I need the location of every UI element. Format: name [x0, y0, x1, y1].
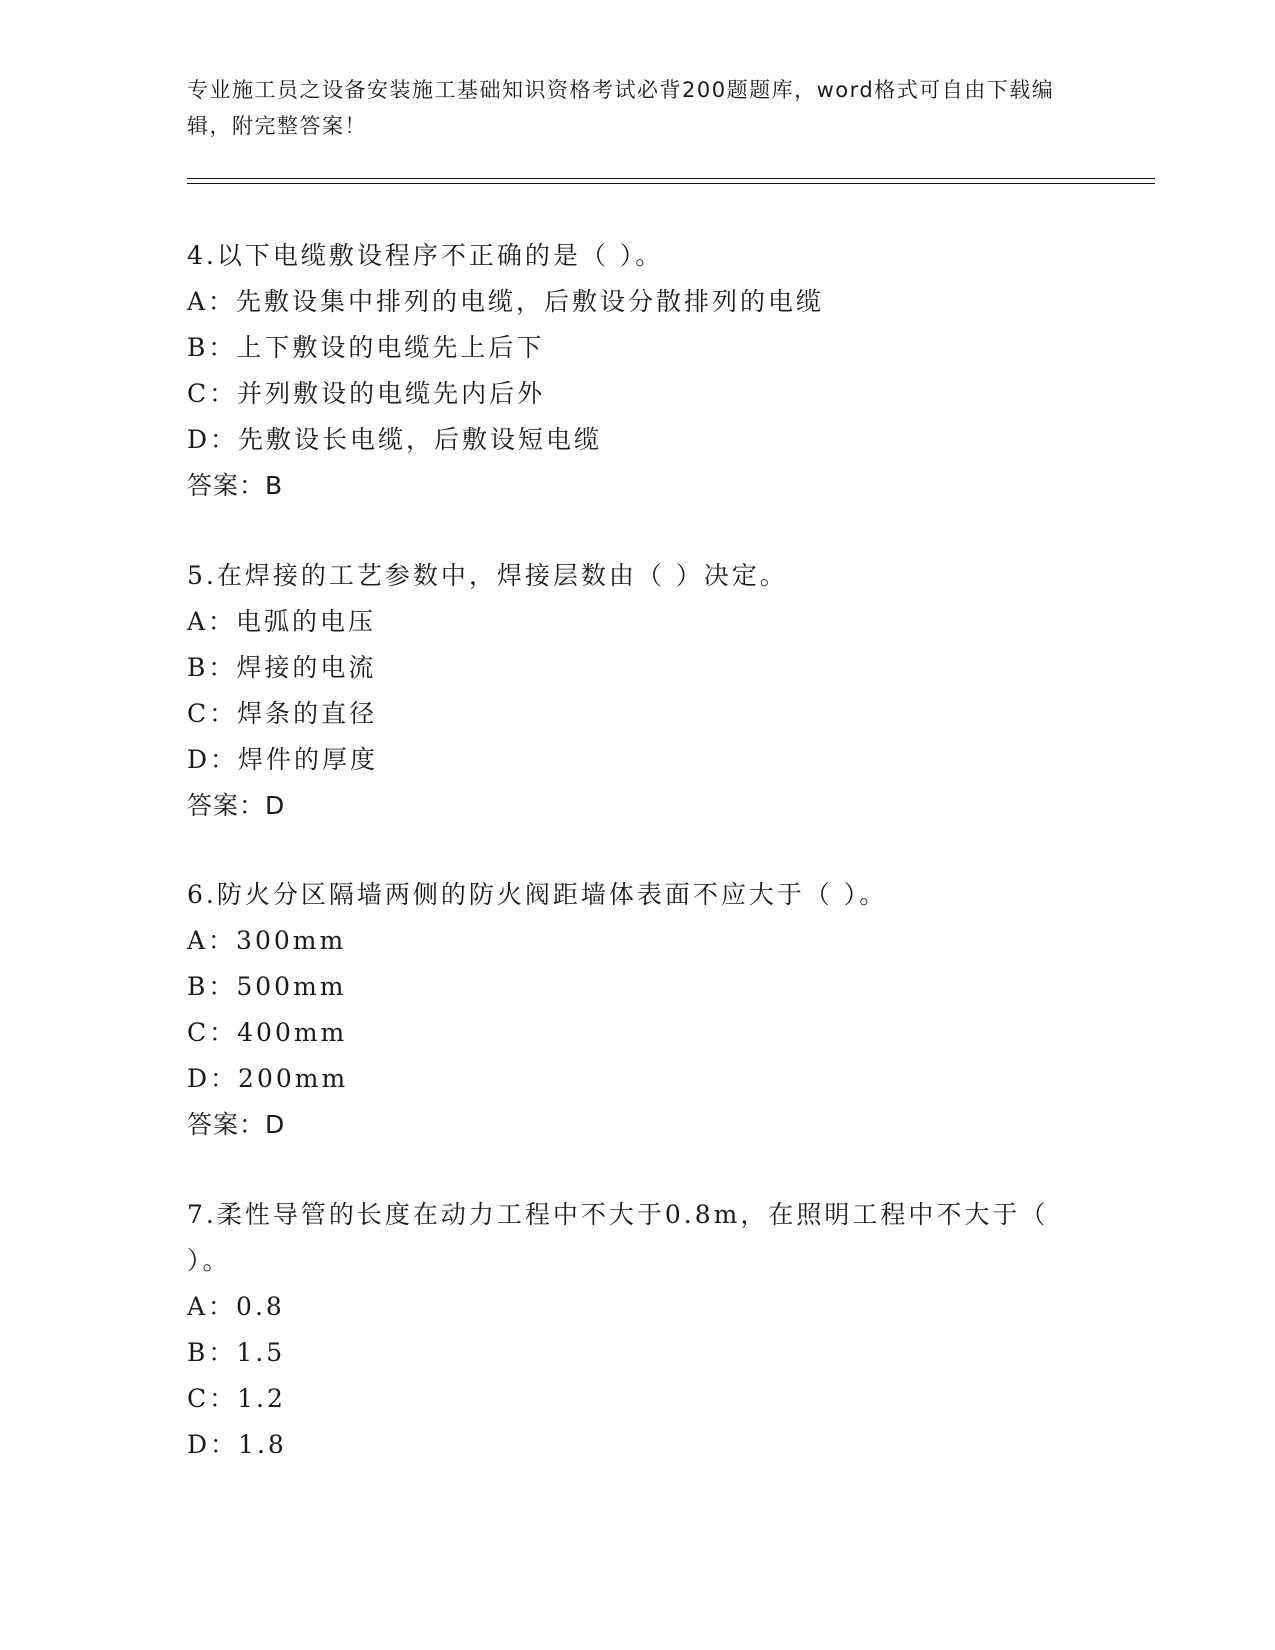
question-block	[187, 233, 1087, 509]
question-stem: 6.防火分区隔墙两侧的防火阀距墙体表面不应大于（ ）。	[187, 880, 888, 909]
option-c: C：并列敷设的电缆先内后外	[187, 379, 546, 408]
question-block	[187, 1192, 1087, 1468]
option-c: C：焊条的直径	[187, 699, 378, 728]
option-b: B：500mm	[187, 972, 347, 1001]
header-divider-bottom	[187, 183, 1155, 184]
option-b: B：上下敷设的电缆先上后下	[187, 333, 545, 362]
question-stem: 7.柔性导管的长度在动力工程中不大于0.8m，在照明工程中不大于（ ）。	[187, 1200, 1049, 1275]
option-d: D：先敷设长电缆，后敷设短电缆	[187, 425, 603, 454]
option-a: A：电弧的电压	[187, 607, 377, 636]
option-d: D：200mm	[187, 1064, 349, 1093]
option-d: D：1.8	[187, 1430, 287, 1459]
document-intro: 专业施工员之设备安装施工基础知识资格考试必背200题题库，word格式可自由下载编辑，附完整答案！	[187, 78, 1055, 138]
option-a: A：300mm	[187, 926, 347, 955]
header-divider-top	[187, 178, 1155, 179]
question-stem: 4.以下电缆敷设程序不正确的是（ ）。	[187, 241, 664, 270]
answer-line: 答案：D	[187, 1110, 286, 1139]
question-block	[187, 553, 1087, 829]
question-block	[187, 872, 1087, 1148]
option-b: B：1.5	[187, 1338, 286, 1367]
option-c: C：400mm	[187, 1018, 348, 1047]
answer-line: 答案：B	[187, 471, 284, 500]
option-d: D：焊件的厚度	[187, 745, 379, 774]
option-a: A：先敷设集中排列的电缆，后敷设分散排列的电缆	[187, 287, 825, 316]
option-b: B：焊接的电流	[187, 653, 377, 682]
option-c: C：1.2	[187, 1384, 286, 1413]
answer-line: 答案：D	[187, 791, 286, 820]
question-stem: 5.在焊接的工艺参数中，焊接层数由（ ）决定。	[187, 561, 788, 590]
option-a: A：0.8	[187, 1292, 285, 1321]
